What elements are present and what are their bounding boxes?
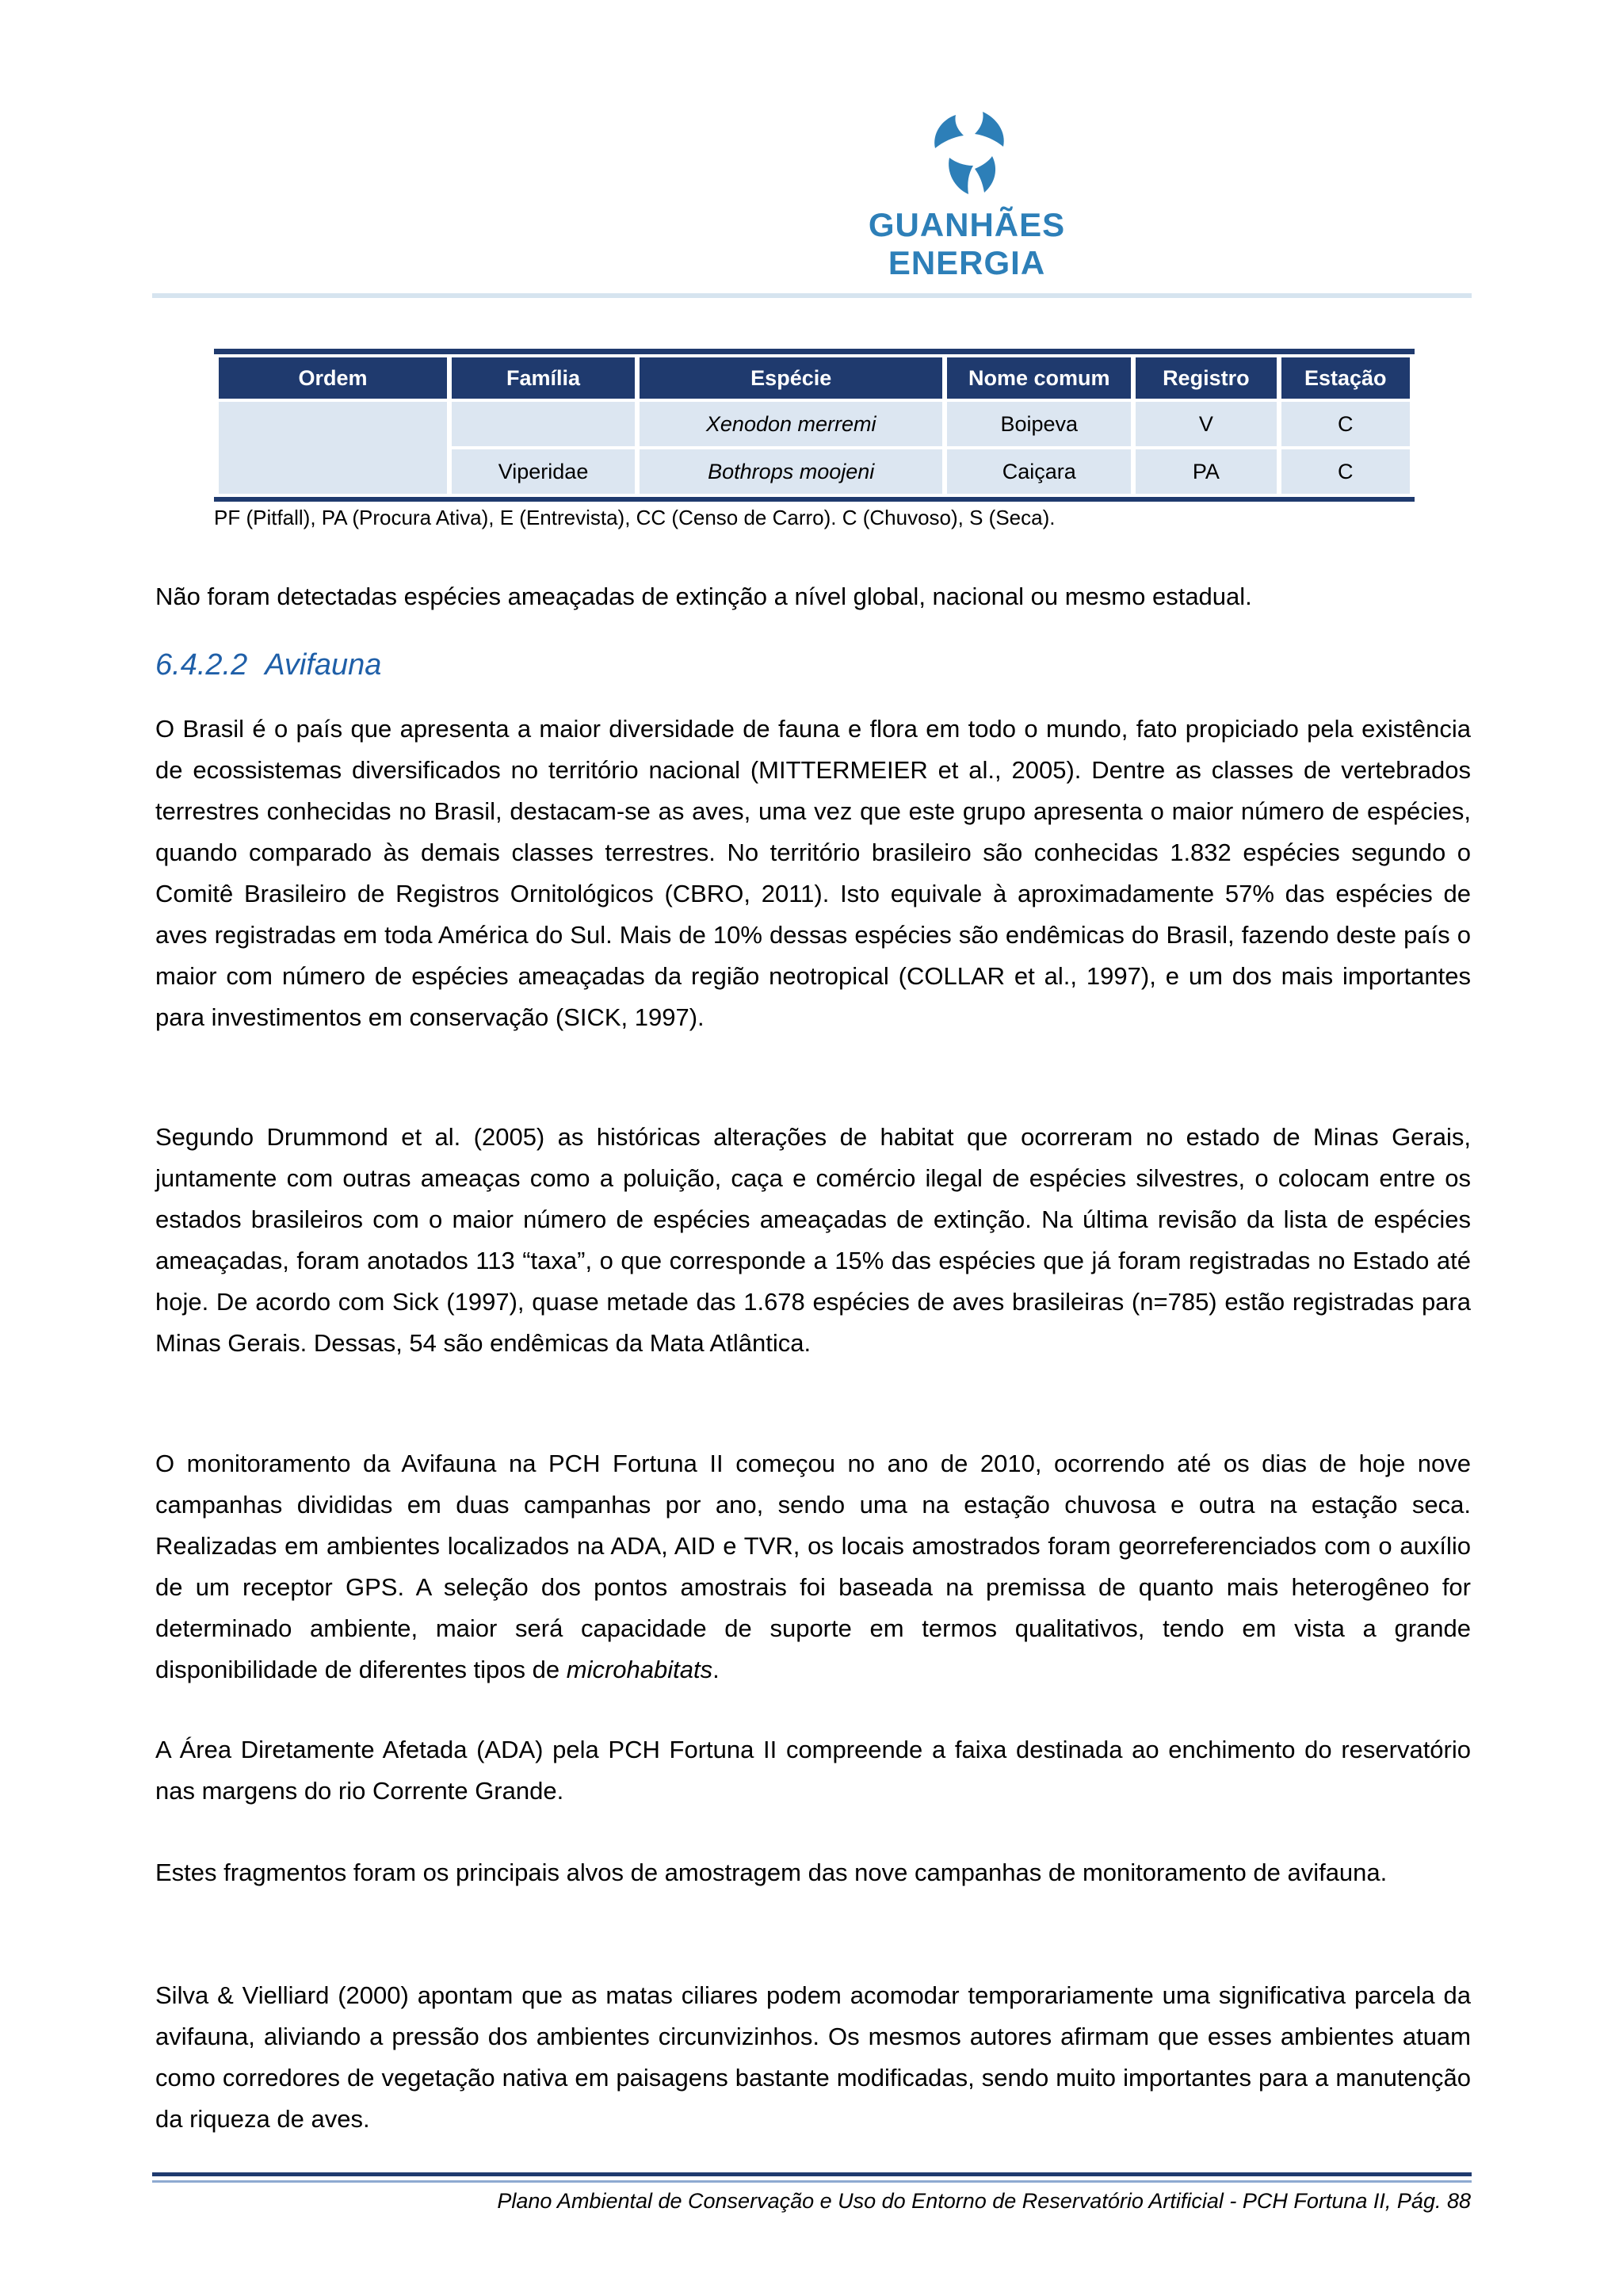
paragraph-monitoring-italic: microhabitats <box>566 1656 713 1683</box>
table-cell-familia: Viperidae <box>452 449 635 494</box>
column-header-estacao: Estação <box>1281 357 1410 399</box>
table-cell-nome-comum: Caiçara <box>947 449 1131 494</box>
paragraph-monitoring-end: . <box>712 1656 720 1683</box>
logo-wordmark: GUANHÃES ENERGIA <box>868 206 1066 281</box>
footer-divider-thin <box>152 2180 1472 2183</box>
table-cell-estacao: C <box>1281 449 1410 494</box>
table-cell-estacao: C <box>1281 402 1410 446</box>
column-header-especie: Espécie <box>640 357 942 399</box>
logo-swirl-icon <box>926 107 1013 201</box>
table-row <box>219 402 1410 446</box>
table-cell-nome-comum: Boipeva <box>947 402 1131 446</box>
paragraph-monitoring <box>155 1443 1471 1690</box>
paragraph-monitoring-text: O monitoramento da Avifauna na PCH Fortuna II começou no ano de 2010, ocorrendo até os dias de hoje nove campanhas divididas em duas campanhas por ano, sendo uma na estação chuvosa e outra na estação seca. Realizadas em ambientes localizados na ADA, AID e TVR, os locais amostrados foram georreferenciados com o auxílio de um receptor GPS. A seleção dos pontos amostrais foi baseada na premissa de quanto mais heterogêneo for determinado ambiente, maior será capacidade de suporte em termos qualitativos, tendo em vista a grande disponibilidade de diferentes tipos de <box>155 1450 1471 1683</box>
table-cell-especie: Bothrops moojeni <box>640 449 942 494</box>
paragraph-threatened-species: Não foram detectadas espécies ameaçadas de extinção a nível global, nacional ou mesmo estadual. <box>155 583 1252 610</box>
header-divider <box>152 293 1472 298</box>
paragraph-fragments: Estes fragmentos foram os principais alvos de amostragem das nove campanhas de monitoramento de avifauna. <box>155 1859 1388 1886</box>
page-footer: Plano Ambiental de Conservação e Uso do Entorno de Reservatório Artificial - PCH Fortuna II, Pág. 88 <box>497 2189 1471 2213</box>
paragraph-minas-gerais: Segundo Drummond et al. (2005) as históricas alterações de habitat que ocorreram no estado de Minas Gerais, juntamente com outras ameaças como a poluição, caça e comércio ilegal de espécies silvestres, o colocam entre os estados brasileiros com o maior número de espécies ameaçadas de extinção. Na última revisão da lista de espécies ameaçadas, foram anotados 113 “taxa”, o que corresponde a 15% das espécies que já foram registradas no Estado até hoje. De acordo com Sick (1997), quase metade das 1.678 espécies de aves brasileiras (n=785) estão registradas para Minas Gerais. Dessas, 54 são endêmicas da Mata Atlântica. <box>155 1123 1471 1357</box>
section-number: 6.4.2.2 <box>155 648 248 682</box>
section-heading <box>155 648 381 682</box>
table-cell-ordem <box>219 402 447 494</box>
table-cell-registro: V <box>1136 402 1276 446</box>
column-header-nome-comum: Nome comum <box>947 357 1131 399</box>
column-header-familia: Família <box>452 357 635 399</box>
table-legend-note: PF (Pitfall), PA (Procura Ativa), E (Entrevista), CC (Censo de Carro). C (Chuvoso), S (Seca). <box>214 506 1056 529</box>
table-cell-especie: Xenodon merremi <box>640 402 942 446</box>
footer-divider <box>152 2172 1472 2176</box>
paragraph-riparian-forests: Silva & Vielliard (2000) apontam que as matas ciliares podem acomodar temporariamente uma significativa parcela da avifauna, aliviando a pressão dos ambientes circunvizinhos. Os mesmos autores afirmam que esses ambientes atuam como corredores de vegetação nativa em paisagens bastante modificadas, sendo muito importantes para a manutenção da riqueza de aves. <box>155 1981 1471 2133</box>
section-title: Avifauna <box>265 648 382 682</box>
table-header-row <box>219 357 1410 399</box>
column-header-registro: Registro <box>1136 357 1276 399</box>
species-table <box>214 349 1415 502</box>
table-cell-registro: PA <box>1136 449 1276 494</box>
table-cell-familia <box>452 402 635 446</box>
paragraph-brazil-diversity: O Brasil é o país que apresenta a maior diversidade de fauna e flora em todo o mundo, fato propiciado pela existência de ecossistemas diversificados no território nacional (MITTERMEIER et al., 2005). Dentre as classes de vertebrados terrestres conhecidas no Brasil, destacam-se as aves, uma vez que este grupo apresenta o maior número de espécies, quando comparado às demais classes terrestres. No território brasileiro são conhecidas 1.832 espécies segundo o Comitê Brasileiro de Registros Ornitológicos (CBRO, 2011). Isto equivale à aproximadamente 57% das espécies de aves registradas em toda América do Sul. Mais de 10% dessas espécies são endêmicas do Brasil, fazendo deste país o maior com número de espécies ameaçadas da região neotropical (COLLAR et al., 1997), e um dos mais importantes para investimentos em conservação (SICK, 1997). <box>155 715 1471 1031</box>
paragraph-ada: A Área Diretamente Afetada (ADA) pela PCH Fortuna II compreende a faixa destinada ao enchimento do reservatório nas margens do rio Corrente Grande. <box>155 1736 1471 1805</box>
company-logo <box>808 107 1125 281</box>
column-header-ordem: Ordem <box>219 357 447 399</box>
